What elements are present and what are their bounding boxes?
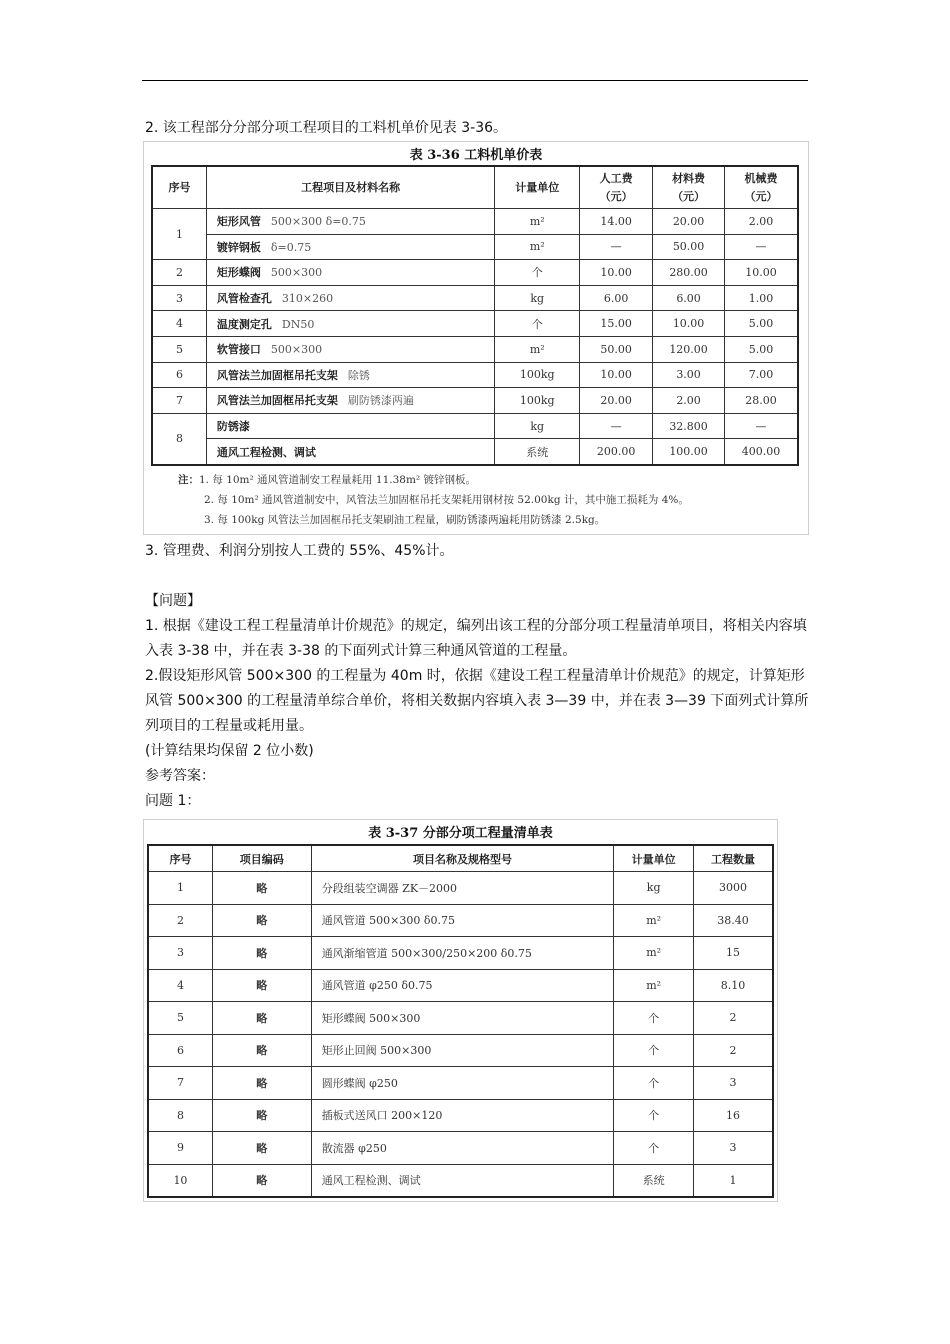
- table-3-37-figure: [143, 819, 778, 1202]
- code-cell: 略: [212, 1099, 311, 1132]
- labor-cell: 6.00: [580, 285, 653, 311]
- item-name-cell: [206, 285, 494, 311]
- machine-cell: 10.00: [725, 260, 798, 286]
- item-name-cell: 圆形蝶阀 φ250: [311, 1067, 614, 1100]
- unit-cell: 系统: [614, 1164, 694, 1197]
- header-rule: [142, 80, 808, 81]
- question-1: 1. 根据《建设工程工程量清单计价规范》的规定，编列出该工程的分部分项工程量清单项目，将相关内容填入表 3-38 中，并在表 3-38 的下面列式计算三种通风管道的工程量。: [145, 618, 807, 659]
- material-cell: 120.00: [653, 336, 725, 362]
- table-row: [153, 413, 798, 439]
- answer-question-1: 问题 1：: [145, 793, 201, 809]
- unit-cell: m²: [614, 904, 694, 937]
- unit-cell: m²: [495, 209, 580, 235]
- unit-cell: 个: [614, 1002, 694, 1035]
- table-row: [153, 260, 798, 286]
- machine-cell: 28.00: [725, 388, 798, 414]
- machine-cell: —: [725, 413, 798, 439]
- seq-cell: 6: [153, 362, 207, 388]
- code-cell: 略: [212, 1034, 311, 1067]
- table-row: [149, 1164, 773, 1197]
- qty-cell: 3: [694, 1067, 773, 1100]
- unit-cell: 100kg: [495, 388, 580, 414]
- item-name: 风管检查孔: [216, 292, 272, 306]
- item-spec: 500×300: [270, 343, 323, 357]
- note-2: 2. 每 10m² 通风管道制安中，风管法兰加固框吊托支架耗用钢材按 52.00kg 计，其中施工损耗为 4%。: [204, 494, 689, 506]
- qty-cell: 38.40: [694, 904, 773, 937]
- table-3-36-figure: [143, 141, 809, 535]
- table-3-36: [152, 166, 798, 465]
- header-cell: 工程数量: [694, 846, 773, 872]
- unit-cell: kg: [495, 413, 580, 439]
- table-3-37-title: 表 3-37 分部分项工程量清单表: [368, 826, 553, 841]
- item-name: 风管法兰加固框吊托支架: [216, 394, 338, 408]
- seq-cell: 5: [153, 336, 207, 362]
- table-row: [149, 872, 773, 905]
- material-cell: 280.00: [653, 260, 725, 286]
- unit-cell: kg: [614, 872, 694, 905]
- table-row: [149, 937, 773, 970]
- item-spec: 除锈: [347, 368, 370, 382]
- header-cell: 材料费 （元）: [653, 167, 725, 209]
- notes-label: 注：: [178, 474, 199, 486]
- code-cell: 略: [212, 1002, 311, 1035]
- seq-cell: 10: [149, 1164, 213, 1197]
- header-cell: 计量单位: [614, 846, 694, 872]
- qty-cell: 2: [694, 1002, 773, 1035]
- code-cell: 略: [212, 904, 311, 937]
- item-name: 温度测定孔: [216, 317, 272, 331]
- header-cell: 项目编码: [212, 846, 311, 872]
- unit-cell: 个: [614, 1067, 694, 1100]
- question-2: 2.假设矩形风管 500×300 的工程量为 40m 时，依据《建设工程工程量清单计价规范》的规定，计算矩形风管 500×300 的工程量清单综合单价，将相关数据内容填入表 3—39 中，并在表 3—39 下面列式计算所列项目的工程量或耗用量。: [145, 668, 809, 734]
- labor-cell: —: [580, 234, 653, 260]
- header-cell: 工程项目及材料名称: [206, 167, 494, 209]
- header-cell: 项目名称及规格型号: [311, 846, 614, 872]
- table-row: [153, 311, 798, 337]
- qty-cell: 15: [694, 937, 773, 970]
- labor-cell: 200.00: [580, 439, 653, 465]
- unit-cell: 个: [614, 1034, 694, 1067]
- code-cell: 略: [212, 1132, 311, 1165]
- unit-cell: m²: [495, 234, 580, 260]
- item-spec: DN50: [281, 317, 315, 331]
- seq-cell: 1: [153, 209, 207, 260]
- qty-cell: 16: [694, 1099, 773, 1132]
- calc-note: (计算结果均保留 2 位小数): [145, 743, 314, 759]
- unit-cell: m²: [614, 969, 694, 1002]
- item-name: 矩形蝶阀: [216, 266, 261, 280]
- seq-cell: 4: [149, 969, 213, 1002]
- material-cell: 2.00: [653, 388, 725, 414]
- code-cell: 略: [212, 937, 311, 970]
- seq-cell: 4: [153, 311, 207, 337]
- unit-cell: 个: [495, 260, 580, 286]
- paragraph-item-3: 3. 管理费、利润分别按人工费的 55%、45%计。: [145, 543, 454, 559]
- item-name-cell: [206, 311, 494, 337]
- item-name-cell: 通风管道 φ250 δ0.75: [311, 969, 614, 1002]
- unit-cell: 个: [614, 1132, 694, 1165]
- item-name: 矩形风管: [216, 215, 261, 229]
- labor-cell: 10.00: [580, 362, 653, 388]
- item-name-cell: [206, 209, 494, 235]
- item-spec: 310×260: [281, 292, 334, 306]
- header-row: [153, 167, 798, 209]
- seq-cell: 9: [149, 1132, 213, 1165]
- qty-cell: 3000: [694, 872, 773, 905]
- table-row: [149, 1034, 773, 1067]
- material-cell: 6.00: [653, 285, 725, 311]
- table-row: [153, 388, 798, 414]
- header-cell: 序号: [149, 846, 213, 872]
- seq-cell: 7: [149, 1067, 213, 1100]
- material-cell: 32.800: [653, 413, 725, 439]
- item-name-cell: [206, 234, 494, 260]
- unit-cell: kg: [495, 285, 580, 311]
- header-cell: 机械费 （元）: [725, 167, 798, 209]
- item-name-cell: 通风管道 500×300 δ0.75: [311, 904, 614, 937]
- table-row: [149, 1099, 773, 1132]
- qty-cell: 3: [694, 1132, 773, 1165]
- qty-cell: 8.10: [694, 969, 773, 1002]
- note-1: 1. 每 10m² 通风管道制安工程量耗用 11.38m² 镀锌钢板。: [199, 474, 476, 486]
- seq-cell: 7: [153, 388, 207, 414]
- item-name-cell: 插板式送风口 200×120: [311, 1099, 614, 1132]
- seq-cell: 2: [153, 260, 207, 286]
- machine-cell: 5.00: [725, 336, 798, 362]
- unit-cell: m²: [495, 336, 580, 362]
- material-cell: 100.00: [653, 439, 725, 465]
- material-cell: 50.00: [653, 234, 725, 260]
- item-name-cell: 通风渐缩管道 500×300/250×200 δ0.75: [311, 937, 614, 970]
- header-cell: 计量单位: [495, 167, 580, 209]
- header-cell: 人工费 （元）: [580, 167, 653, 209]
- item-name-cell: [206, 439, 494, 465]
- material-cell: 3.00: [653, 362, 725, 388]
- labor-cell: 20.00: [580, 388, 653, 414]
- table-row: [153, 209, 798, 235]
- table-row: [149, 969, 773, 1002]
- item-name: 防锈漆: [216, 420, 250, 434]
- code-cell: 略: [212, 969, 311, 1002]
- machine-cell: 5.00: [725, 311, 798, 337]
- machine-cell: 1.00: [725, 285, 798, 311]
- unit-cell: 100kg: [495, 362, 580, 388]
- material-cell: 20.00: [653, 209, 725, 235]
- labor-cell: 10.00: [580, 260, 653, 286]
- table-3-36-notes: [178, 470, 689, 530]
- seq-cell: 5: [149, 1002, 213, 1035]
- material-cell: 10.00: [653, 311, 725, 337]
- item-spec: 500×300: [270, 266, 323, 280]
- item-name-cell: 通风工程检测、调试: [311, 1164, 614, 1197]
- item-name-cell: [206, 336, 494, 362]
- machine-cell: 400.00: [725, 439, 798, 465]
- labor-cell: 14.00: [580, 209, 653, 235]
- code-cell: 略: [212, 872, 311, 905]
- machine-cell: —: [725, 234, 798, 260]
- item-name: 软管接口: [216, 343, 261, 357]
- seq-cell: 1: [149, 872, 213, 905]
- table-row: [153, 336, 798, 362]
- table-3-37: [148, 845, 773, 1197]
- item-name: 风管法兰加固框吊托支架: [216, 368, 338, 382]
- table-3-36-title: 表 3-36 工料机单价表: [409, 148, 543, 163]
- item-name-cell: 散流器 φ250: [311, 1132, 614, 1165]
- seq-cell: 3: [153, 285, 207, 311]
- labor-cell: 15.00: [580, 311, 653, 337]
- labor-cell: —: [580, 413, 653, 439]
- table-row: [149, 1132, 773, 1165]
- machine-cell: 2.00: [725, 209, 798, 235]
- header-cell: 序号: [153, 167, 207, 209]
- unit-cell: 个: [614, 1099, 694, 1132]
- seq-cell: 8: [149, 1099, 213, 1132]
- labor-cell: 50.00: [580, 336, 653, 362]
- paragraph-item-2: 2. 该工程部分分部分项工程项目的工料机单价见表 3-36。: [145, 120, 508, 136]
- item-spec: 刷防锈漆两遍: [347, 394, 414, 408]
- seq-cell: 2: [149, 904, 213, 937]
- machine-cell: 7.00: [725, 362, 798, 388]
- code-cell: 略: [212, 1164, 311, 1197]
- qty-cell: 1: [694, 1164, 773, 1197]
- item-name-cell: [206, 362, 494, 388]
- header-row: [149, 846, 773, 872]
- seq-cell: 6: [149, 1034, 213, 1067]
- item-name: 通风工程检测、调试: [216, 445, 316, 459]
- table-row: [153, 234, 798, 260]
- table-row: [149, 1067, 773, 1100]
- seq-cell: 8: [153, 413, 207, 464]
- item-name-cell: 分段组装空调器 ZK－2000: [311, 872, 614, 905]
- item-name-cell: 矩形止回阀 500×300: [311, 1034, 614, 1067]
- seq-cell: 3: [149, 937, 213, 970]
- table-row: [153, 439, 798, 465]
- table-row: [153, 285, 798, 311]
- qty-cell: 2: [694, 1034, 773, 1067]
- table-row: [149, 904, 773, 937]
- unit-cell: 系统: [495, 439, 580, 465]
- item-spec: 500×300 δ=0.75: [270, 215, 366, 229]
- item-name-cell: 矩形蝶阀 500×300: [311, 1002, 614, 1035]
- code-cell: 略: [212, 1067, 311, 1100]
- item-spec: δ=0.75: [270, 240, 312, 254]
- question-heading: 【问题】: [145, 593, 201, 609]
- answer-label: 参考答案：: [145, 768, 215, 784]
- unit-cell: 个: [495, 311, 580, 337]
- note-3: 3. 每 100kg 风管法兰加固框吊托支架刷油工程量，刷防锈漆两遍耗用防锈漆 2.5kg。: [204, 514, 606, 526]
- table-row: [149, 1002, 773, 1035]
- item-name-cell: [206, 388, 494, 414]
- item-name: 镀锌钢板: [216, 240, 261, 254]
- item-name-cell: [206, 260, 494, 286]
- item-name-cell: [206, 413, 494, 439]
- unit-cell: m²: [614, 937, 694, 970]
- table-row: [153, 362, 798, 388]
